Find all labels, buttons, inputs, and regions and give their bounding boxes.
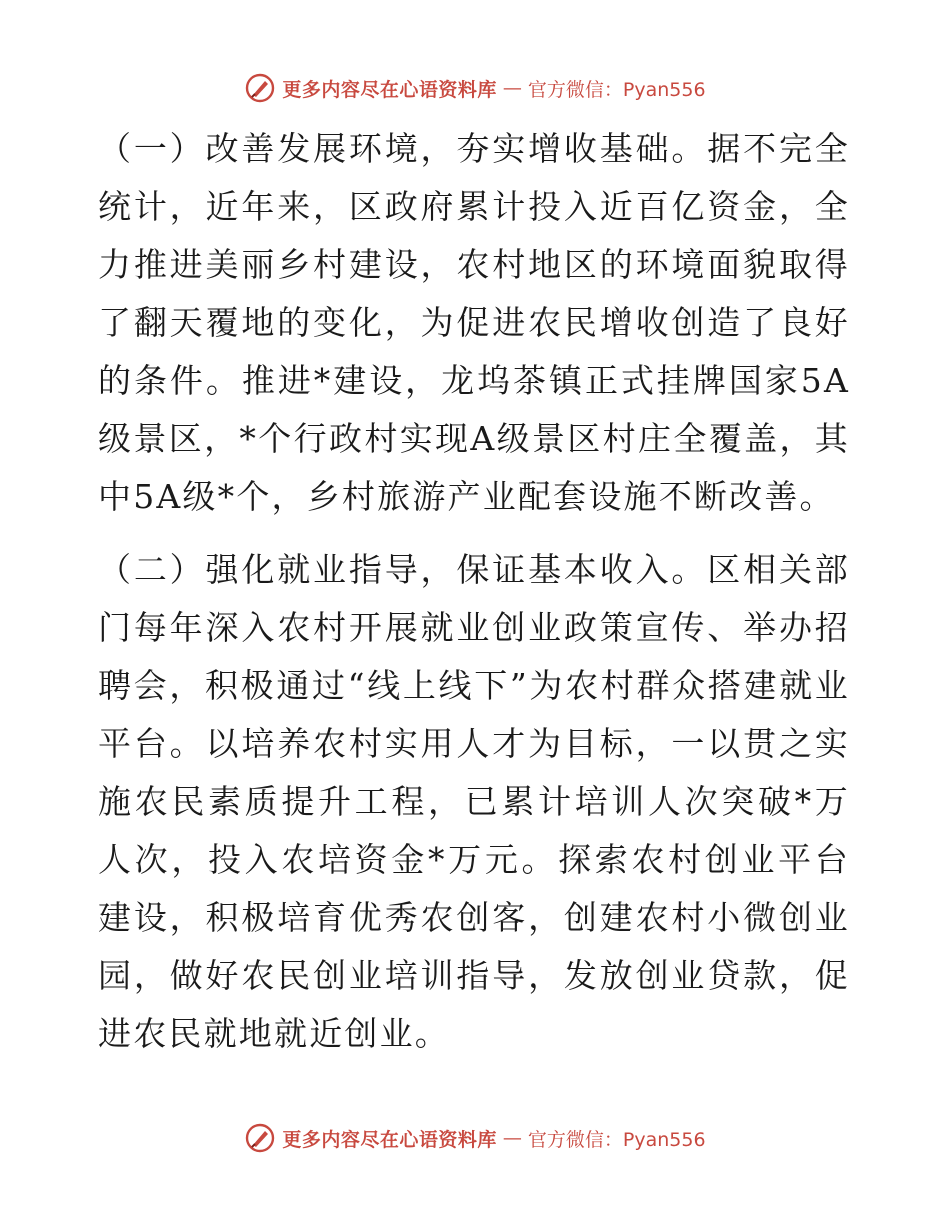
paragraph-2: （二）强化就业指导，保证基本收入。区相关部门每年深入农村开展就业创业政策宣传、举办招聘会，积极通过“线上线下”为农村群众搭建就业平台。以培养农村实用人才为目标，一以贯之实施农民素质提升工程，已累计培训人次突破*万人次，投入农培资金*万元。探索农村创业平台建设，积极培育优秀农创客，创建农村小微创业园，做好农民创业培训指导，发放创业贷款，促进农民就地就近创业。: [98, 550, 850, 1053]
header-banner: [0, 72, 950, 104]
banner-wechat: 官方微信：Pyan556: [527, 1128, 706, 1151]
quill-logo-icon: [244, 72, 276, 104]
paragraph-1: （一）改善发展环境，夯实增收基础。据不完全统计，近年来，区政府累计投入近百亿资金，全力推进美丽乡村建设，农村地区的环境面貌取得了翻天覆地的变化，为促进农民增收创造了良好的条件。推进*建设，龙坞茶镇正式挂牌国家5A级景区，*个行政村实现A级景区村庄全覆盖，其中5A级*个，乡村旅游产业配套设施不断改善。: [98, 129, 850, 516]
footer-banner: [0, 1122, 950, 1154]
banner-separator: —: [502, 77, 522, 99]
document-body: [98, 120, 850, 1063]
banner-wechat: 官方微信：Pyan556: [527, 78, 706, 101]
banner-title: 更多内容尽在心语资料库: [282, 78, 497, 101]
banner-title: 更多内容尽在心语资料库: [282, 1128, 497, 1151]
quill-logo-icon: [244, 1122, 276, 1154]
banner-separator: —: [502, 1127, 522, 1149]
